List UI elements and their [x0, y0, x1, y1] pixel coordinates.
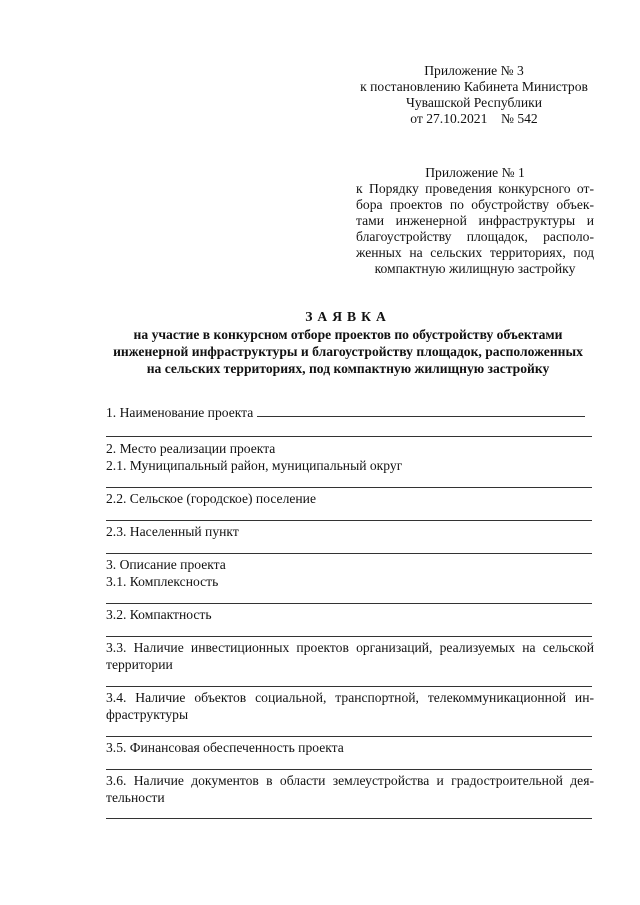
title-heading: ЗАЯВКА: [305, 309, 391, 324]
title-line: инженерной инфраструктуры и благоустройству площадок, расположенных: [113, 344, 583, 359]
field-settlement: [106, 490, 594, 507]
field-financial-security: [106, 739, 594, 756]
answer-line[interactable]: [106, 487, 592, 488]
document-title: [100, 308, 596, 377]
title-line: на сельских территориях, под компактную жилищную застройку: [146, 361, 550, 376]
project-name-input[interactable]: [257, 404, 585, 417]
appendix-1-line: компактную жилищную застройку: [374, 261, 576, 276]
appendix-3-line: к постановлению Кабинета Министров: [360, 79, 588, 94]
field-label: 2.3. Населенный пункт: [106, 524, 239, 539]
field-label: 3.2. Компактность: [106, 607, 212, 622]
field-label: 3. Описание проекта: [106, 557, 226, 572]
field-description: [106, 556, 594, 590]
appendix-1-line: женных на сельских территориях, под: [356, 245, 594, 260]
answer-line[interactable]: [106, 736, 592, 737]
field-label: фраструктуры: [106, 707, 189, 722]
answer-line[interactable]: [106, 520, 592, 521]
answer-line[interactable]: [106, 686, 592, 687]
field-project-name: [106, 404, 594, 421]
appendix-1-line: благоустройству площадок, располо-: [356, 229, 594, 244]
field-label: 3.6. Наличие документов в области землеустройства и градостроительной дея-: [106, 773, 594, 788]
answer-line[interactable]: [106, 769, 592, 770]
appendix-1-header: [356, 165, 594, 277]
appendix-1-line: Приложение № 1: [425, 165, 525, 180]
answer-line[interactable]: [106, 553, 592, 554]
appendix-3-date-number: от 27.10.2021 № 542: [410, 111, 538, 126]
field-infrastructure: [106, 689, 594, 723]
field-label: территории: [106, 657, 173, 672]
field-investment-projects: [106, 639, 594, 673]
field-label: тельности: [106, 790, 165, 805]
appendix-3-header: [354, 63, 594, 127]
appendix-3-line: Чувашской Республики: [406, 95, 542, 110]
field-locality: [106, 523, 594, 540]
answer-line[interactable]: [106, 436, 592, 437]
appendix-1-line: к Порядку проведения конкурсного от-: [356, 181, 594, 196]
field-label: 2. Место реализации проекта: [106, 441, 276, 456]
field-label: 3.5. Финансовая обеспеченность проекта: [106, 740, 344, 755]
field-land-documents: [106, 772, 594, 806]
appendix-1-line: бора проектов по обустройству объек-: [356, 197, 594, 212]
appendix-1-line: тами инженерной инфраструктуры и: [356, 213, 594, 228]
field-label: 3.4. Наличие объектов социальной, транспортной, телекоммуникационной ин-: [106, 690, 594, 705]
answer-line[interactable]: [106, 603, 592, 604]
field-label: 2.2. Сельское (городское) поселение: [106, 491, 316, 506]
answer-line[interactable]: [106, 636, 592, 637]
field-label: 2.1. Муниципальный район, муниципальный округ: [106, 458, 403, 473]
field-label: 3.3. Наличие инвестиционных проектов организаций, реализуемых на сельской: [106, 640, 594, 655]
field-location: [106, 440, 594, 474]
field-compactness: [106, 606, 594, 623]
answer-line[interactable]: [106, 818, 592, 819]
field-label: 1. Наименование проекта: [106, 405, 254, 420]
field-label: 3.1. Комплексность: [106, 574, 219, 589]
title-line: на участие в конкурсном отборе проектов по обустройству объектами: [133, 327, 563, 342]
appendix-3-line: Приложение № 3: [424, 63, 524, 78]
